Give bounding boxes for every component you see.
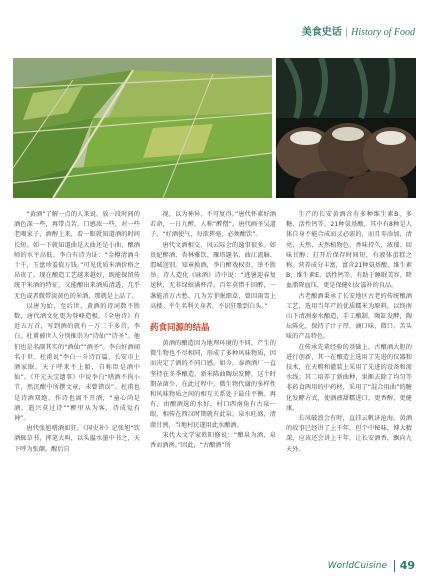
section-heading: 药食同源的结晶 bbox=[150, 323, 210, 334]
footer-divider bbox=[394, 560, 396, 572]
section-title-en: History of Food bbox=[351, 27, 415, 38]
text-column-3 bbox=[286, 210, 412, 455]
paragraph: 黄酒的酿造因为地理环境的不同，产生的微生物也不尽相同，形成了多种风味物质，因而决定了酒的不同口感。如今，泰酒酒厂一直坚持在冬季酿造，新米陈曲陶坛发酵，这个时期杂菌少，在此过程中，微生物代谢的多样性和风味物质之间的相互关系处于最佳平衡。再有，由酿酒选的水好，村口西南角有古泉一眼，相传在西汉时期就有此泉，泉水旺盛，清澈甘洌，当地村民遂用此水酿酒。 bbox=[150, 340, 276, 429]
paragraph: 以唐为始，至后世，黄酒的诗词数不胜数，唐代酒文化更为登峰造极。《全唐诗》有近五万首，写到酒的就有一万二千多首，李白、杜甫被世人分别推崇为“诗仙”“诗圣”。他们也是名副其实的“酒仙”“酒圣”。李白好酒闻名于世。杜甫说“李白一斗诗百篇，长安市上酒家眠。天子呼来不上船，自称臣是酒中仙”。《开元天宝遗事》中说李白“嗜酒不拘小节，然沉酣中所撰文章，未曾错误”。杜甫也是诗酒双绝，作诗也离不开酒，“童心尚是酒，遣兴莫过诗”“醉里从为客，诗成觉有神”。 bbox=[14, 302, 140, 423]
page-number: 49 bbox=[399, 559, 415, 572]
page-header bbox=[0, 0, 427, 50]
aerial-field-photo bbox=[13, 58, 272, 198]
text-column-1 bbox=[14, 210, 140, 455]
title-separator: | bbox=[344, 27, 349, 38]
paragraph: “黄酒”了解一点的人来说，放一段时间的酒色深一些，再带点苦，口感浓一些，对一些老喝家子，酒醇上来，看一眼就知道酒的时间长短。如一下就知道曲是大曲还是小曲，酿酒师的水平高低。李白有诗为证：“金樽清酒斗十千，玉盘珍羞值万钱。”可见优质米酒价格之昂贵了。现在酿造工艺越来越好，既能保留传统干米酒的特征，又能酿出来酒质清透，几乎无色或者微带淡黄色的米酒，那就是上品了。 bbox=[14, 211, 140, 300]
wine-jars-photo bbox=[276, 58, 416, 198]
paragraph: 宋代大文学家欧阳修说：“酿泉为酒，泉香而酒洌。”因此，“古酿酒”所 bbox=[150, 431, 276, 450]
text-column-2 bbox=[150, 210, 276, 451]
section-title bbox=[302, 23, 415, 38]
paragraph: 长风破浪会有时，直挂云帆济沧海。黄酒的故事已经讲了上千年，但个中秘味，博大精深，应该还会讲上千年，让长安酒香，飘向九天外。 bbox=[286, 415, 412, 453]
paragraph: 视，以为神异，不可复得。”唐代怀素好酒若命，一日九醉，人称“醉僧”。唐代画圣吴道子，“好酒使气，每欲挥毫，必须酣饮”。 bbox=[150, 211, 276, 239]
page-footer bbox=[0, 548, 427, 578]
paragraph: 生产的长安黄酒含有多种维生素B、多糖、活性钙等，21种氨基酸，其中有8种是人体自身不能合成而又必需的，而且零添加，清亮、天然、天然植物色、香味持久，浓郁、回味甘醇；打开后保存时间短，有液体蛋糕之称。营养成分丰富，富含21种氨基酸、维生素B、维生素E、活性钙等，有助于睡眠美容、降血脂降血压，更是保健妇女滋补的良品。 bbox=[286, 211, 412, 290]
paragraph: 在传承先辈经验的基础上，古酿酒大胆的进行创新，其一在酿造上选用了先进的仪器和技术，在天赐和灌装上采用了先进的设备和流水线；其二培养了新曲种，果断去除了均匀等非药食两用的中药材，采用了“混合用曲”的糖化发酵方式，使酒液甜糯进口，更香醇，更健康。 bbox=[286, 343, 412, 412]
section-title-zh: 美食史话 bbox=[301, 27, 342, 38]
paragraph: 唐代文酒相交，风云际会的逸事很多。如贵妃醉酒、杏林雅饮、雁塔题名、曲江流觞、渭城送别。知章换酒，李白醉戏权贵、举不胜举。诗人造化《咏酒》诗中说：“逃暑迎春复送秋，无非绿蚁满杯浮。百年莫惜千回醉，一盏能消万古愁。几为芳菲眠细草，曾因雨雪上高楼。平生名利关身者，不识狂歌到白头。” bbox=[150, 241, 276, 310]
magazine-brand: WorldCuisine bbox=[327, 561, 387, 571]
paragraph: 古老酿酒秉承了长安地区古老的传统酿酒工艺，选用当年产的优质糯米为原料，以终南山下清冽秦水酿造，手工酿制，陶缸发酵，陶坛陈化，保持了汁子厚、滴口味，微口、苦头味的产品特色。 bbox=[286, 292, 412, 341]
paragraph: 唐代张旭嗜酒如狂。《国史补》记张旭“饮酒辄草书，挥笔大叫，以头揾水墨中书之，天下呼为张颠。醒后自 bbox=[14, 425, 140, 453]
